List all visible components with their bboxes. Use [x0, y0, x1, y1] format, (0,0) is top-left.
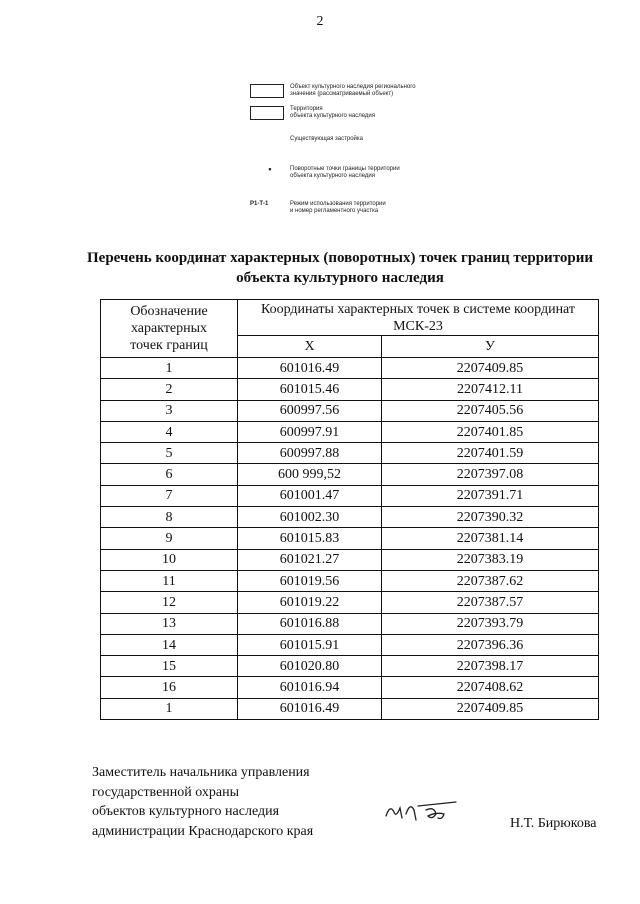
header-text: МСК-23 — [393, 318, 443, 334]
legend-code: Р1-Т-1 — [250, 201, 269, 207]
cell-x: 601019.56 — [238, 570, 382, 591]
header-point-designation — [101, 300, 238, 358]
legend-text: Поворотные точки границы территории — [290, 166, 400, 172]
cell-y: 2207396.36 — [382, 634, 599, 655]
cell-point: 10 — [101, 549, 238, 570]
cell-point: 3 — [101, 400, 238, 421]
cell-y: 2207381.14 — [382, 528, 599, 549]
cell-point: 12 — [101, 592, 238, 613]
table-row — [101, 528, 599, 549]
cell-y: 2207397.08 — [382, 464, 599, 485]
cell-x: 601015.91 — [238, 634, 382, 655]
cell-point: 6 — [101, 464, 238, 485]
cell-x: 601016.88 — [238, 613, 382, 634]
cell-point: 16 — [101, 677, 238, 698]
table-row — [101, 400, 599, 421]
legend-text: Территория — [290, 106, 323, 112]
cell-x: 601016.94 — [238, 677, 382, 698]
cell-x: 601002.30 — [238, 507, 382, 528]
cell-y: 2207390.32 — [382, 507, 599, 528]
legend-text: Существующая застройка — [290, 136, 363, 142]
table-row — [101, 443, 599, 464]
cell-point: 5 — [101, 443, 238, 464]
cell-point: 13 — [101, 613, 238, 634]
legend-item-object — [250, 84, 470, 98]
cell-x: 601015.83 — [238, 528, 382, 549]
cell-y: 2207383.19 — [382, 549, 599, 570]
cell-y: 2207393.79 — [382, 613, 599, 634]
cell-x: 600997.91 — [238, 421, 382, 442]
cell-x: 601001.47 — [238, 485, 382, 506]
table-row — [101, 464, 599, 485]
cell-y: 2207401.59 — [382, 443, 599, 464]
position-line: государственной охраны — [92, 784, 240, 800]
table-row — [101, 485, 599, 506]
cell-point: 1 — [101, 358, 238, 379]
table-row — [101, 421, 599, 442]
document-title — [40, 248, 640, 288]
table-row — [101, 549, 599, 570]
cell-y: 2207401.85 — [382, 421, 599, 442]
table-row — [101, 379, 599, 400]
cell-x: 601016.49 — [238, 698, 382, 719]
cell-x: 600 999,52 — [238, 464, 382, 485]
coordinates-table — [100, 299, 599, 720]
cell-y: 2207412.11 — [382, 379, 599, 400]
cell-point: 2 — [101, 379, 238, 400]
cell-y: 2207409.85 — [382, 698, 599, 719]
position-line: Заместитель начальника управления — [92, 765, 310, 780]
signer-name: Н.Т. Бирюкова — [510, 816, 597, 831]
header-x: X — [238, 336, 382, 358]
position-line: администрации Краснодарского края — [92, 823, 314, 839]
legend-text: значения (рассматриваемый объект) — [290, 91, 394, 97]
legend-text: и номер регламентного участка — [290, 208, 379, 214]
cell-y: 2207409.85 — [382, 358, 599, 379]
legend-text: Объект культурного наследия регионального — [290, 84, 416, 90]
table-row — [101, 613, 599, 634]
signatory-position — [92, 763, 313, 841]
handwritten-signature — [382, 796, 458, 826]
cell-y: 2207405.56 — [382, 400, 599, 421]
legend-swatch-territory — [250, 106, 284, 120]
cell-point: 8 — [101, 507, 238, 528]
header-text: характерных — [130, 321, 208, 336]
legend-item-regime — [250, 201, 470, 215]
legend-text: объекта культурного наследия — [290, 113, 376, 119]
cell-x: 601020.80 — [238, 656, 382, 677]
cell-x: 601015.46 — [238, 379, 382, 400]
title-line: объекта культурного наследия — [236, 270, 444, 286]
cell-point: 7 — [101, 485, 238, 506]
cell-point: 9 — [101, 528, 238, 549]
position-line: объектов культурного наследия — [92, 804, 280, 819]
legend-text: Режим использования территории — [290, 201, 386, 207]
header-text: точек границ — [130, 338, 208, 353]
legend-swatch-object — [250, 84, 284, 98]
table-row — [101, 570, 599, 591]
legend-item-turning-points — [250, 166, 470, 180]
turning-point-icon: • — [268, 164, 272, 174]
table-row — [101, 592, 599, 613]
cell-point: 14 — [101, 634, 238, 655]
table-row — [101, 634, 599, 655]
cell-x: 601019.22 — [238, 592, 382, 613]
cell-y: 2207408.62 — [382, 677, 599, 698]
cell-point: 15 — [101, 656, 238, 677]
cell-x: 600997.88 — [238, 443, 382, 464]
title-line: Перечень координат характерных (поворотных) точек границ территории — [87, 250, 593, 266]
cell-x: 601021.27 — [238, 549, 382, 570]
cell-point: 4 — [101, 421, 238, 442]
table-row — [101, 656, 599, 677]
header-text: Обозначение — [130, 304, 208, 319]
table-row — [101, 507, 599, 528]
header-coordinates — [238, 300, 599, 336]
page-number: 2 — [316, 14, 324, 29]
cell-x: 601016.49 — [238, 358, 382, 379]
cell-point: 1 — [101, 698, 238, 719]
cell-y: 2207387.57 — [382, 592, 599, 613]
cell-point: 11 — [101, 570, 238, 591]
header-text: Координаты характерных точек в системе координат — [260, 301, 576, 317]
legend-item-buildings — [290, 136, 470, 143]
cell-y: 2207387.62 — [382, 570, 599, 591]
legend-item-territory — [250, 106, 470, 120]
table-row — [101, 677, 599, 698]
cell-x: 600997.56 — [238, 400, 382, 421]
header-y: У — [382, 336, 599, 358]
cell-y: 2207391.71 — [382, 485, 599, 506]
legend-text: объекта культурного наследия — [290, 173, 376, 179]
table-row — [101, 698, 599, 719]
cell-y: 2207398.17 — [382, 656, 599, 677]
table-row — [101, 358, 599, 379]
